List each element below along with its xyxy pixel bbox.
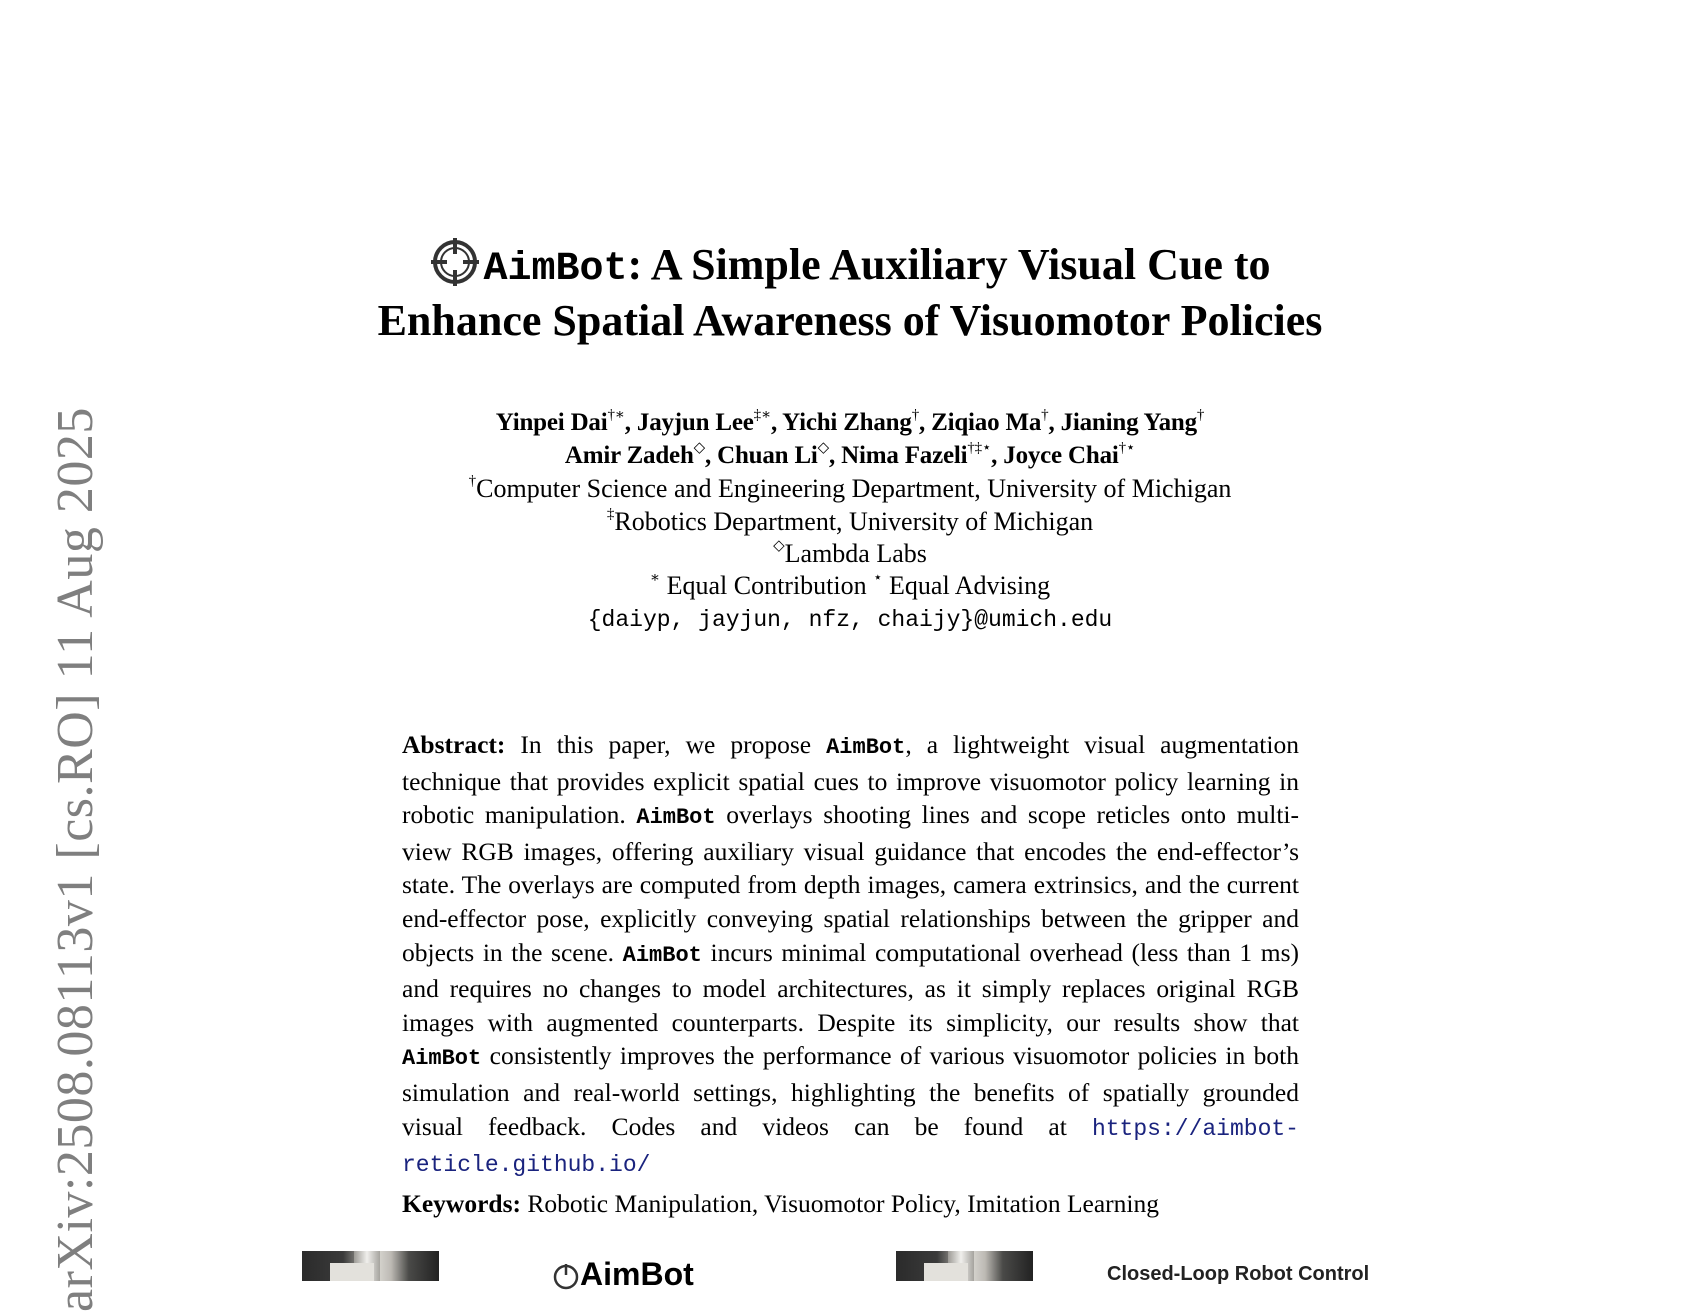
robot-gripper-shape (924, 1263, 968, 1281)
author-name: Jayjun Lee (636, 409, 754, 436)
author-marks: ◇ (817, 439, 830, 456)
note-text: Equal Advising (882, 571, 1051, 600)
email-line (0, 602, 1700, 636)
author-marks: † (1196, 406, 1205, 423)
author-name: Amir Zadeh (564, 442, 694, 469)
author-name: Yinpei Dai (495, 409, 608, 436)
author-name: Joyce Chai (1003, 442, 1119, 469)
note-mark: ∗ (649, 570, 661, 587)
author-marks: †‡⋆ (967, 439, 992, 456)
arxiv-stamp (47, 407, 104, 1312)
affiliation-lambda (0, 538, 1700, 570)
contribution-notes (0, 570, 1700, 602)
abstract-text: consistently improves the performance of various visuomotor policies in both simulation and real-world settings, highlighting the benefits of spatially grounded visual feedback. Codes and videos can be found at (402, 1041, 1299, 1141)
author-name: Chuan Li (717, 442, 818, 469)
affiliation-umich-robotics (0, 506, 1700, 538)
author-name: Nima Fazeli (841, 442, 968, 469)
author-marks: † (1041, 406, 1049, 423)
email: {daiyp, jayjun, nfz, chaijy}@umich.edu (587, 607, 1113, 633)
title-aimbot: AimBot (483, 247, 628, 292)
abstract-text: , a lightweight visual augmentation technique that provides explicit spatial cues to improve visuomotor policy learning in robotic manipulation. (402, 730, 1299, 830)
author-marks: †⋆ (1118, 439, 1136, 456)
abstract-label: Abstract: (402, 730, 506, 759)
aimbot-name: AimBot (622, 942, 702, 968)
affiliation-text: Robotics Department, University of Michigan (614, 507, 1094, 536)
robot-gripper-shape (330, 1263, 374, 1281)
author-name: Yichi Zhang (782, 409, 912, 436)
keywords-label: Keywords: (402, 1189, 521, 1218)
authors-line-2: Amir Zadeh◇, Chuan Li◇, Nima Fazeli†‡⋆, Joyce Chai†⋆ (564, 439, 1136, 469)
authors-line-1: Yinpei Dai†∗, Jayjun Lee‡∗, Yichi Zhang†, Ziqiao Ma†, Jianing Yang† (495, 406, 1205, 436)
affiliation-text: Computer Science and Engineering Department, University of Michigan (476, 474, 1232, 503)
title-line-1-text: : A Simple Auxiliary Visual Cue to (627, 240, 1271, 289)
abstract-text: overlays shooting lines and scope reticles onto multi-view RGB images, offering auxiliary visual guidance that encodes the end-effector’s state. The overlays are computed from depth images, camera extrinsics, and the current end-effector pose, explicitly conveying spatial relationships between the gripper and objects in the scene. (402, 800, 1299, 967)
paper-title-line-2: Enhance Spatial Awareness of Visuomotor Policies (377, 296, 1323, 345)
paper-title-line-1 (0, 236, 1700, 298)
affiliation-mark: ‡ (606, 506, 615, 523)
author-marks: † (911, 406, 920, 423)
arxiv-stamp-text: arXiv:2508.08113v1 [cs.RO] 11 Aug 2025 (47, 407, 104, 1312)
aimbot-name: AimBot (826, 735, 906, 760)
abstract-text: In this paper, we propose (505, 730, 827, 759)
reticle-icon (429, 236, 481, 288)
affiliation-text: Lambda Labs (784, 539, 927, 568)
aimbot-name: AimBot (402, 1046, 482, 1072)
project-url-link[interactable]: https://aimbot-reticle.github.io/ (402, 1115, 1299, 1179)
aimbot-name: AimBot (636, 805, 716, 831)
author-marks: ‡∗ (753, 406, 771, 423)
keywords-text: Robotic Manipulation, Visuomotor Policy, Imitation Learning (520, 1189, 1160, 1218)
robot-camera-image-right (896, 1251, 1033, 1281)
affiliation-mark: ◇ (773, 538, 785, 555)
note-text: Equal Contribution (660, 571, 874, 600)
keywords (402, 1187, 1299, 1220)
abstract (402, 728, 1299, 1183)
note-mark: ⋆ (873, 570, 883, 587)
figure-aimbot-logo (552, 1256, 694, 1292)
abstract-text: incurs minimal computational overhead (less than 1 ms) and requires no changes to model architectures, as it simply replaces original RGB images with augmented counterparts. Despite its simplicity, our results show that (402, 937, 1299, 1037)
author-marks: †∗ (607, 406, 625, 423)
author-name: Jianing Yang (1060, 409, 1197, 436)
reticle-icon (552, 1263, 580, 1291)
robot-camera-image-left (302, 1251, 439, 1281)
author-marks: ◇ (693, 439, 706, 456)
figure-caption-closed-loop: Closed-Loop Robot Control (1107, 1263, 1370, 1285)
author-name: Ziqiao Ma (931, 409, 1042, 436)
figure-logo-text: AimBot (580, 1256, 694, 1292)
affiliation-umich-cse (0, 473, 1700, 505)
affiliation-mark: † (468, 473, 477, 490)
